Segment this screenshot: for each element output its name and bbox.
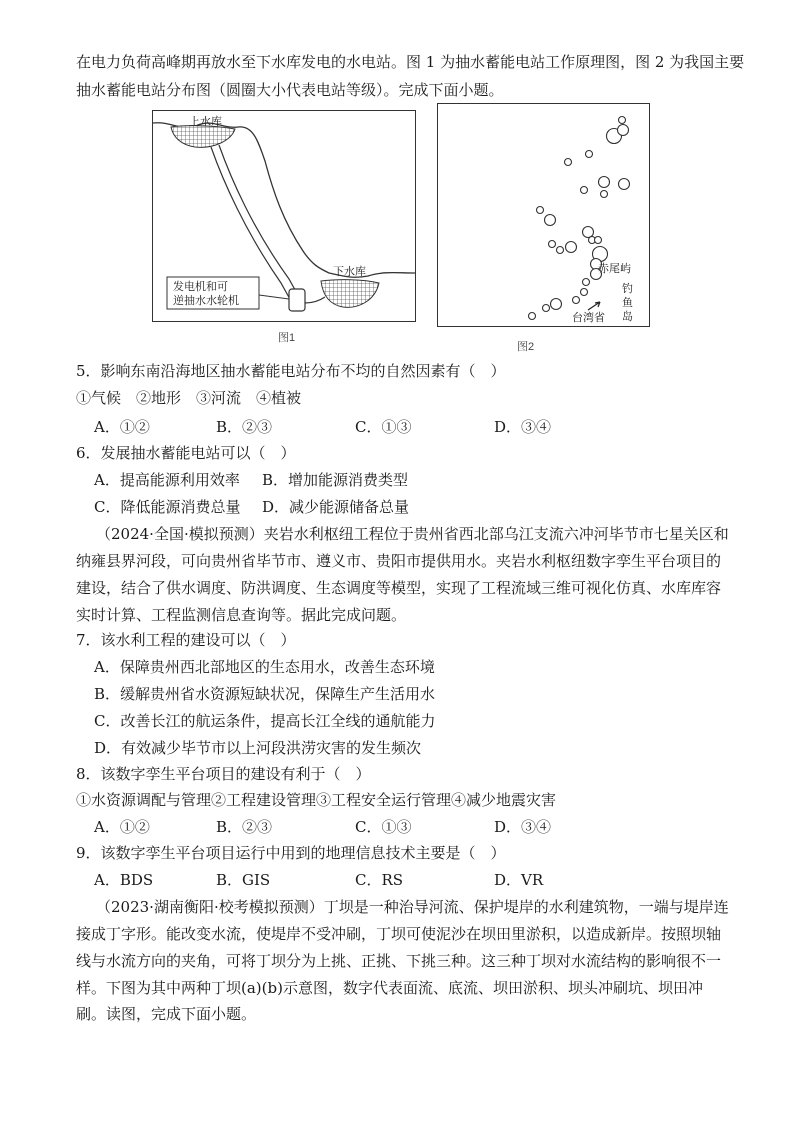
station-circle [557, 247, 564, 254]
q6-option-c[interactable]: C．降低能源消费总量 [94, 498, 241, 516]
q6-option-d[interactable]: D．减少能源储备总量 [262, 498, 410, 516]
q9-option-d[interactable]: D．VR [494, 871, 544, 889]
q8-option-c[interactable]: C．①③ [355, 818, 412, 836]
upper-reservoir-water [171, 126, 235, 148]
q6-stem: 6．发展抽水蓄能电站可以（ ） [76, 444, 296, 462]
q9-stem: 9．该数字孪生平台项目运行中用到的地理信息技术主要是（ ） [76, 844, 506, 862]
intro-line-1: 在电力负荷高峰期再放水至下水库发电的水电站。图 1 为抽水蓄能电站工作原理图，图 2 为我国主要 [76, 53, 745, 71]
q6-option-b[interactable]: B．增加能源消费类型 [262, 471, 409, 489]
station-circle [583, 227, 594, 238]
station-circle [599, 177, 610, 188]
station-circles [529, 117, 630, 320]
chiweiyu-label: 赤尾屿 [598, 263, 631, 275]
q9-option-c[interactable]: C．RS [355, 871, 404, 889]
figure-1-svg [153, 111, 415, 321]
station-circle [581, 289, 588, 296]
q5-items: ①气候 ②地形 ③河流 ④植被 [76, 389, 302, 407]
diaoyu-label-2: 鱼 [622, 297, 633, 309]
q8-items: ①水资源调配与管理②工程建设管理③工程安全运行管理④减少地震灾害 [76, 791, 557, 809]
upper-reservoir-label: 上水库 [189, 116, 222, 128]
passage2-line-2: 纳雍县界河段，可向贵州省毕节市、遵义市、贵阳市提供用水。夹岩水利枢纽数字孪生平台项目的 [76, 552, 722, 570]
lower-reservoir-label: 下水库 [333, 266, 366, 278]
station-circle [618, 125, 629, 136]
q5-option-c[interactable]: C．①③ [355, 418, 412, 436]
station-circle [545, 215, 556, 226]
taiwan-label: 台湾省 [572, 312, 605, 324]
figure-2-map [437, 103, 650, 327]
station-circle [566, 242, 577, 253]
q6-option-a[interactable]: A．提高能源利用效率 [94, 471, 240, 489]
q8-option-d[interactable]: D．③④ [494, 818, 552, 836]
diaoyu-label-3: 岛 [622, 311, 633, 323]
passage2-line-3: 建设，结合了供水调度、防洪调度、生态调度等模型，实现了工程流域三维可视化仿真、水库库容 [76, 579, 722, 597]
generator-leader-line [259, 295, 289, 299]
q5-option-a[interactable]: A．①② [94, 418, 150, 436]
figure-1-diagram [152, 110, 416, 322]
station-circle [601, 191, 608, 198]
q7-option-d[interactable]: D．有效减少毕节市以上河段洪涝灾害的发生频次 [94, 739, 422, 757]
station-circle [619, 179, 630, 190]
lower-reservoir-water [321, 280, 379, 308]
station-circle [586, 151, 593, 158]
station-circle [583, 279, 590, 286]
q7-option-c[interactable]: C．改善长江的航运条件，提高长江全线的通航能力 [94, 712, 436, 730]
q5-option-d[interactable]: D．③④ [494, 418, 552, 436]
generator-label-line2: 逆抽水水轮机 [173, 295, 239, 307]
q9-option-a[interactable]: A．BDS [94, 871, 154, 889]
station-circle [529, 313, 536, 320]
figure-2-svg [438, 104, 649, 326]
tailrace-pipe [305, 297, 325, 303]
station-circle [619, 117, 626, 124]
generator-house [289, 289, 305, 311]
q7-option-a[interactable]: A．保障贵州西北部地区的生态用水，改善生态环境 [94, 658, 435, 676]
intro-line-2: 抽水蓄能电站分布图（圆圈大小代表电站等级）。完成下面小题。 [76, 81, 504, 99]
passage2-line-1: （2024·全国·模拟预测）夹岩水利枢纽工程位于贵州省西北部乌江支流六冲河毕节市七星关区和 [96, 525, 729, 543]
figure-2-caption: 图2 [517, 341, 535, 353]
generator-label-line1: 发电机和可 [173, 281, 228, 293]
q8-option-a[interactable]: A．①② [94, 818, 150, 836]
passage2-line-4: 实时计算、工程监测信息查询等。据此完成问题。 [76, 606, 407, 624]
q7-stem: 7．该水利工程的建设可以（ ） [76, 631, 296, 649]
q5-stem: 5．影响东南沿海地区抽水蓄能电站分布不均的自然因素有（ ） [76, 362, 506, 380]
penstock-pipe-inner [219, 145, 299, 297]
passage3-line-3: 线与水流方向的夹角，可将丁坝分为上挑、正挑、下挑三种。这三种丁坝对水流结构的影响很不一 [76, 952, 722, 970]
q8-stem: 8．该数字孪生平台项目的建设有利于（ ） [76, 765, 371, 783]
passage3-line-5: 刷。读图，完成下面小题。 [76, 1005, 257, 1023]
station-circle [595, 237, 602, 244]
diaoyu-label-1: 钓 [622, 283, 633, 295]
q8-option-b[interactable]: B．②③ [216, 818, 273, 836]
station-circle [543, 305, 550, 312]
taiwan-arrow [588, 302, 600, 310]
passage3-line-1: （2023·湖南衡阳·校考模拟预测）丁坝是一种治导河流、保护堤岸的水利建筑物，一端与堤岸连 [96, 898, 729, 916]
passage3-line-2: 接成丁字形。能改变水流，使堤岸不受冲刷，丁坝可使泥沙在坝田里淤积，以造成新岸。按照坝轴 [76, 925, 722, 943]
q7-option-b[interactable]: B．缓解贵州省水资源短缺状况，保障生产生活用水 [94, 685, 436, 703]
q5-option-b[interactable]: B．②③ [216, 418, 273, 436]
station-circle [565, 159, 572, 166]
station-circle [551, 299, 562, 310]
passage3-line-4: 样。下图为其中两种丁坝(a)(b)示意图，数字代表面流、底流、坝田淤积、坝头冲刷坑、坝田冲 [76, 979, 703, 997]
station-circle [573, 297, 580, 304]
station-circle [581, 187, 588, 194]
station-circle [537, 207, 544, 214]
q9-option-b[interactable]: B．GIS [216, 871, 271, 889]
figure-1-caption: 图1 [278, 332, 296, 344]
station-circle [549, 241, 556, 248]
